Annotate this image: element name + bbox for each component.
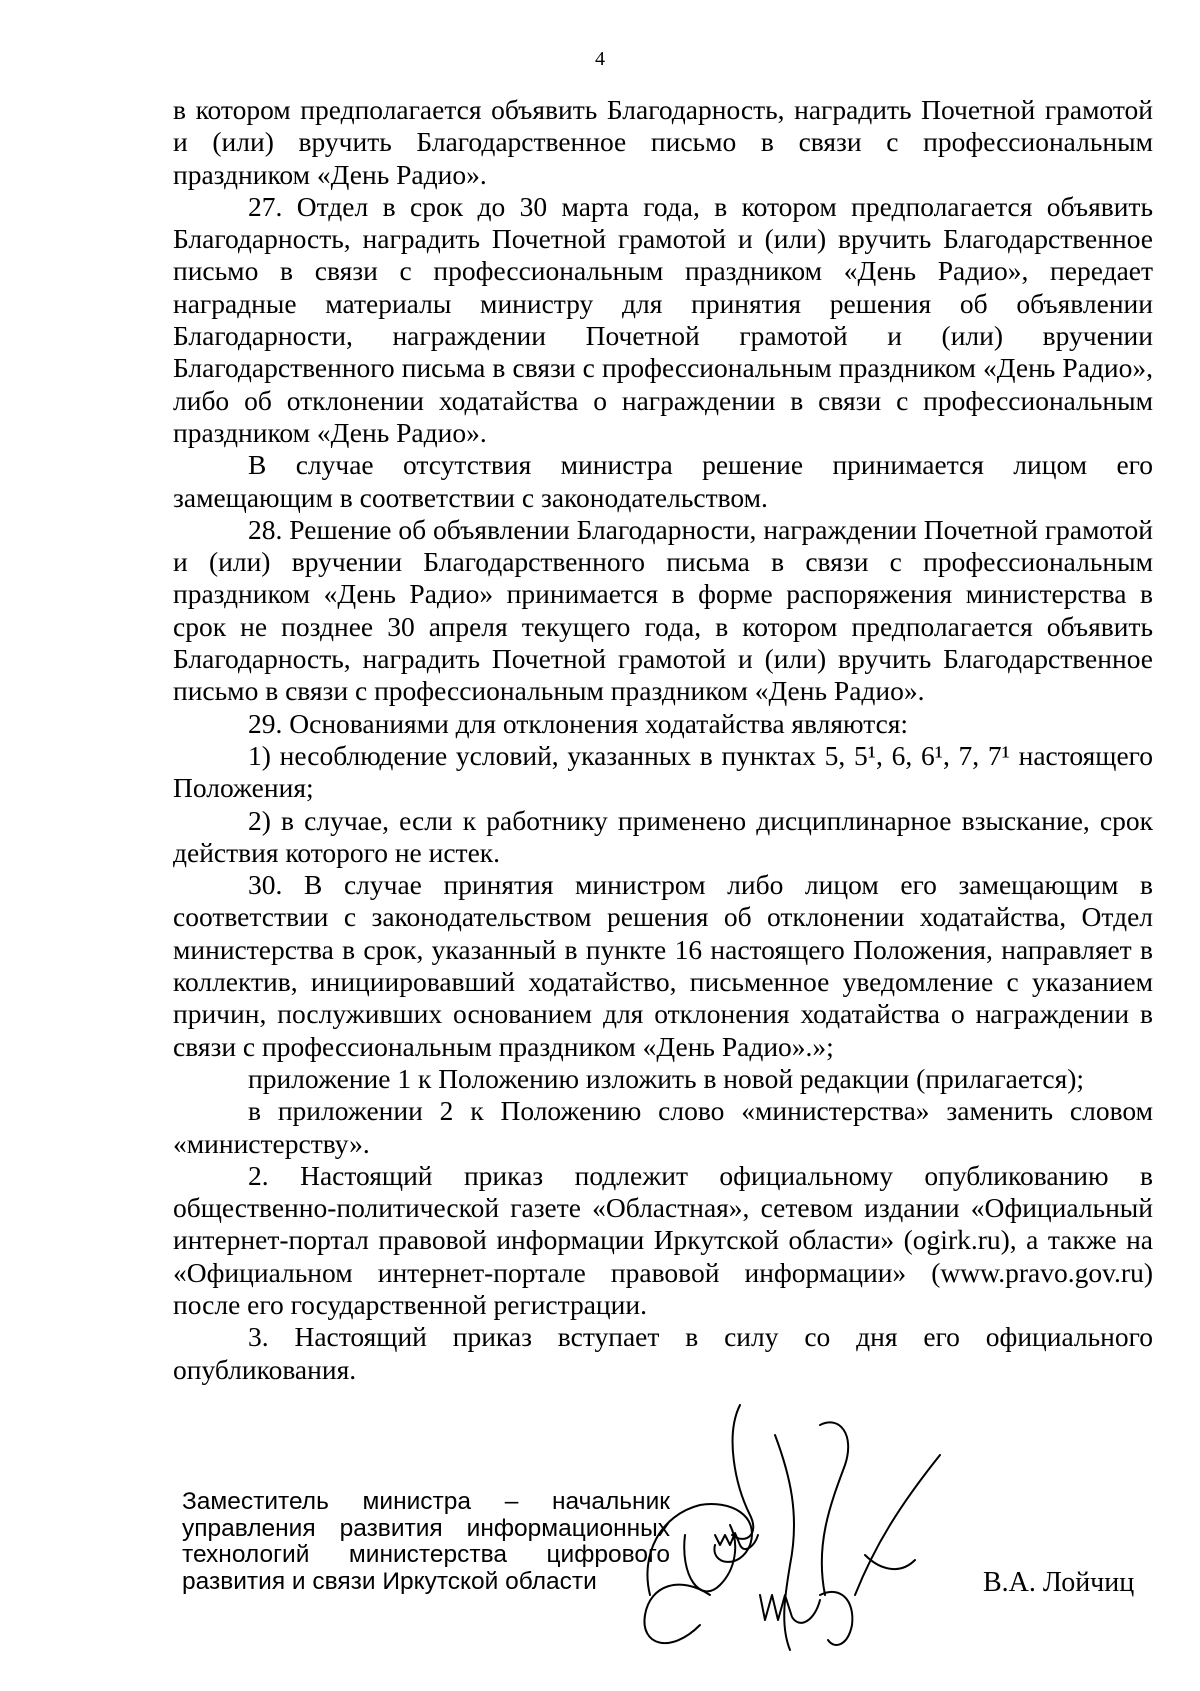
page-number: 4 [595,48,605,70]
paragraph: 30. В случае принятия министром либо лицом его замещающим в соответствии с законодательством решения об отклонении ходатайства, Отдел министерства в срок, указанный в пункте 16 настоящего Положения, направляет в коллектив, инициировавший ходатайство, письменное уведомление с указанием причин, послуживших основанием для отклонения ходатайства о награждении в связи с профессиональным праздником «День Радио».»; [173,869,1153,1062]
document-body [173,94,1153,1386]
signatory-position [182,1489,670,1595]
paragraph: 29. Основаниями для отклонения ходатайства являются: [248,707,909,739]
paragraph: 27. Отдел в срок до 30 марта года, в котором предполагается объявить Благодарность, наградить Почетной грамотой и (или) вручить Благодарственное письмо в связи с профессиональным праздником «День Радио», передает наградные материалы министру для принятия решения об объявлении Благодарности, награждении Почетной грамотой и (или) вручении Благодарственного письма в связи с профессиональным праздником «День Радио», либо об отклонении ходатайства о награждении в связи с профессиональным праздником «День Радио». [173,190,1153,448]
paragraph: 2. Настоящий приказ подлежит официальному опубликованию в общественно-политической газете «Областная», сетевом издании «Официальный интернет-портал правовой информации Иркутской области» (ogirk.ru), а также на «Официальном интернет-портале правовой информации» (www.pravo.gov.ru) после его государственной регистрации. [173,1159,1153,1320]
paragraph: 3. Настоящий приказ вступает в силу со дня его официального опубликования. [173,1321,1153,1385]
signatory-position-line: технологий министерства цифрового [182,1541,670,1568]
signatory-position-line: Заместитель министра – начальник [182,1488,670,1515]
paragraph: приложение 1 к Положению изложить в новой редакции (прилагается); [248,1062,1085,1094]
signer-name: В.А. Лойчиц [983,1567,1135,1598]
paragraph: 1) несоблюдение условий, указанных в пунктах 5, 5¹, 6, 6¹, 7, 7¹ настоящего Положения; [173,739,1153,804]
paragraph: 2) в случае, если к работнику применено дисциплинарное взыскание, срок действия которого не истек. [173,804,1153,868]
paragraph: в приложении 2 к Положению слово «министерства» заменить словом «министерству». [173,1095,1153,1159]
paragraph: В случае отсутствия министра решение принимается лицом его замещающим в соответствии с законодательством. [173,449,1153,513]
paragraph: 28. Решение об объявлении Благодарности, награждении Почетной грамотой и (или) вручении Благодарственного письма в связи с профессиональным праздником «День Радио» принимается в форме распоряжения министерства в срок не позднее 30 апреля текущего года, в котором предполагается объявить Благодарность, наградить Почетной грамотой и (или) вручить Благодарственное письмо в связи с профессиональным праздником «День Радио». [173,513,1153,707]
handwritten-signature [640,1395,970,1685]
signatory-position-line: развития и связи Иркутской области [182,1567,597,1595]
paragraph: в котором предполагается объявить Благодарность, наградить Почетной грамотой и (или) вручить Благодарственное письмо в связи с профессиональным праздником «День Радио». [173,94,1153,190]
signatory-position-line: управления развития информационных [182,1514,670,1542]
